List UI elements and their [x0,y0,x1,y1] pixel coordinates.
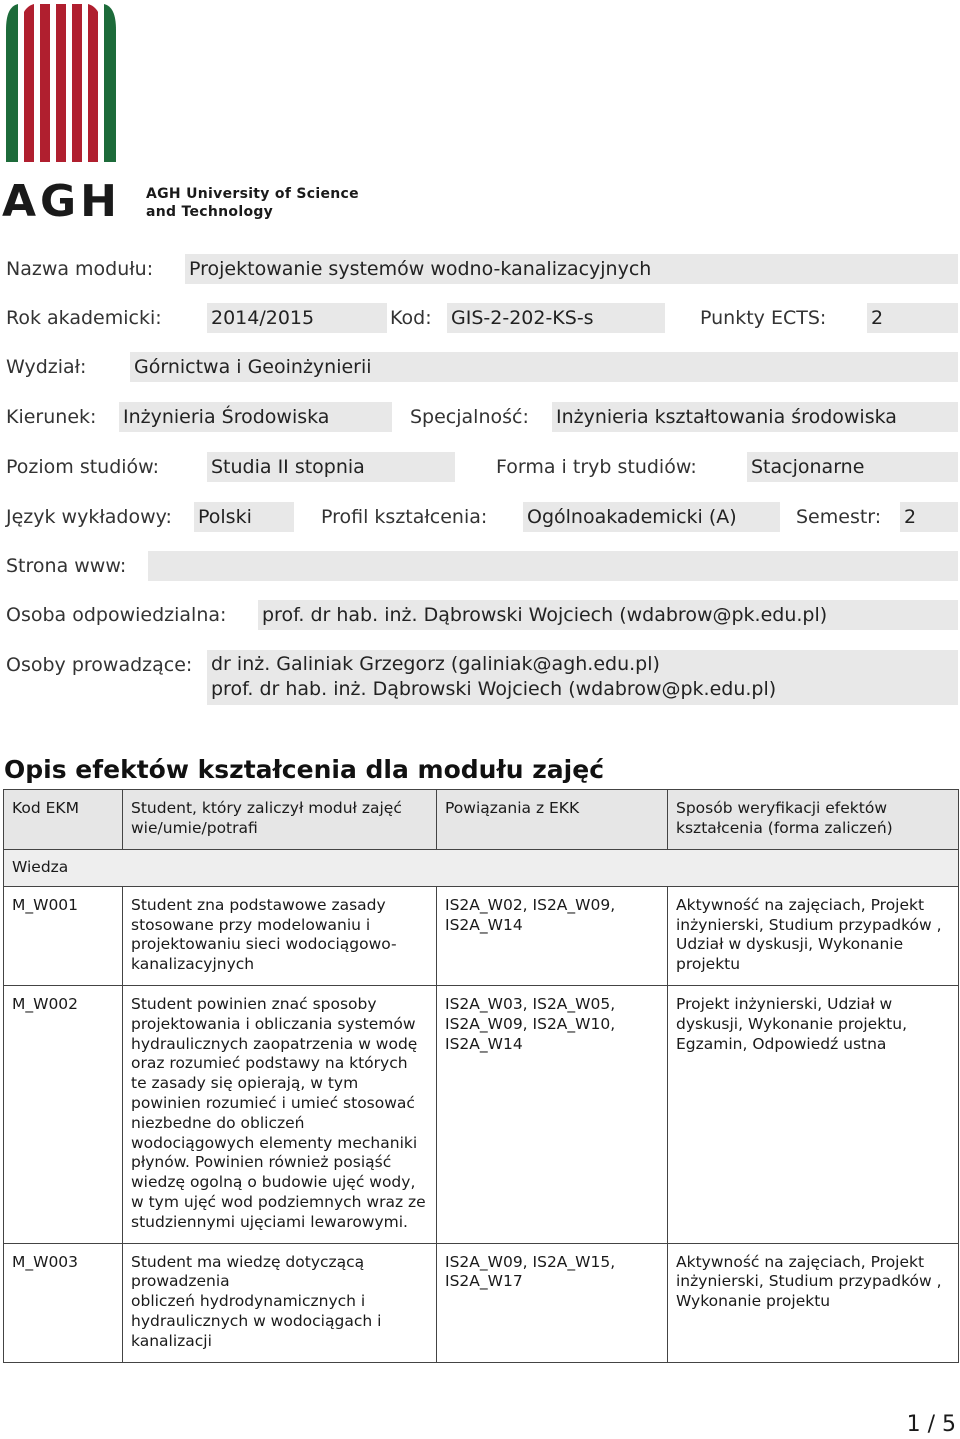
row-code: M_W001 [4,886,123,985]
university-name-line1: AGH University of Science [146,186,359,202]
field-value: Inżynieria Środowiska [119,402,392,432]
table-row [4,985,959,1243]
code-value: GIS-2-202-KS-s [447,303,665,333]
responsible-value: prof. dr hab. inż. Dąbrowski Wojciech (wdabrow@pk.edu.pl) [258,600,958,630]
table-header-row [4,790,959,850]
profile-label: Profil kształcenia: [321,506,488,528]
table-row [4,886,959,985]
university-name-line2: and Technology [146,204,274,220]
responsible-label: Osoba odpowiedzialna: [6,604,227,626]
teacher-item: prof. dr hab. inż. Dąbrowski Wojciech (wdabrow@pk.edu.pl) [211,677,777,700]
table-header-cell: Powiązania z EKK [437,790,668,850]
row-links: IS2A_W03, IS2A_W05, IS2A_W09, IS2A_W10, IS2A_W14 [437,985,668,1243]
field-label: Kierunek: [6,406,97,428]
row-code: M_W003 [4,1243,123,1362]
row-verification: Aktywność na zajęciach, Projekt inżynierski, Studium przypadków , Wykonanie projektu [668,1243,959,1362]
row-description: Student zna podstawowe zasady stosowane przy modelowaniu i projektowaniu sieci wodociągowo-kanalizacyjnych [123,886,437,985]
semester-label: Semestr: [796,506,882,528]
teacher-item: dr inż. Galiniak Grzegorz (galiniak@agh.edu.pl) [211,653,660,675]
faculty-label: Wydział: [6,356,87,378]
table-row [4,1243,959,1362]
academic-year-value: 2014/2015 [207,303,387,333]
specialty-label: Specjalność: [410,406,529,428]
code-label: Kod: [390,307,432,329]
semester-value: 2 [900,502,958,532]
row-code: M_W002 [4,985,123,1243]
agh-logo-stripes-icon [4,2,144,177]
table-group-row [4,850,959,887]
row-description-line: Student ma wiedzę dotyczącą prowadzenia [131,1252,365,1291]
module-name-value: Projektowanie systemów wodno-kanalizacyjnych [185,254,958,284]
row-links: IS2A_W02, IS2A_W09, IS2A_W14 [437,886,668,985]
teachers-list [207,650,958,705]
language-label: Język wykładowy: [6,506,172,528]
ects-value: 2 [867,303,958,333]
specialty-value: Inżynieria kształtowania środowiska [552,402,958,432]
website-value[interactable] [148,551,958,581]
row-description [123,1243,437,1362]
university-name [146,185,359,221]
form-value: Stacjonarne [747,452,958,482]
teachers-label: Osoby prowadzące: [6,654,193,676]
table-header-cell: Student, który zaliczył moduł zajęć wie/umie/potrafi [123,790,437,850]
row-verification: Aktywność na zajęciach, Projekt inżynierski, Studium przypadków , Udział w dyskusji, Wykonanie projektu [668,886,959,985]
row-verification: Projekt inżynierski, Udział w dyskusji, Wykonanie projektu, Egzamin, Odpowiedź ustna [668,985,959,1243]
profile-value: Ogólnoakademicki (A) [523,502,780,532]
table-header-cell: Sposób weryfikacji efektów kształcenia (forma zaliczeń) [668,790,959,850]
form-label: Forma i tryb studiów: [496,456,697,478]
academic-year-label: Rok akademicki: [6,307,162,329]
table-header-cell: Kod EKM [4,790,123,850]
ects-label: Punkty ECTS: [700,307,827,329]
faculty-value: Górnictwa i Geoinżynierii [130,352,958,382]
agh-logo-text: AGH [2,176,121,227]
row-description: Student powinien znać sposoby projektowania i obliczania systemów hydraulicznych zaopatrzenia w wodę oraz rozumieć podstawy na których te zasady się opierają, w tym powinien rozumieć i umieć stosować niezbedne do obliczeń wodociągowych elementy mechaniki płynów. Powinien również posiąść wiedzę ogolną o budowie ujęć wody, w tym ujęć wod podziemnych wraz ze studziennymi ujęciami lewarowymi. [123,985,437,1243]
page-number: 1 / 5 [906,1412,956,1437]
website-label: Strona www: [6,555,127,577]
row-description-line: obliczeń hydrodynamicznych i hydraulicznych w wodociągach i kanalizacji [131,1292,382,1350]
level-label: Poziom studiów: [6,456,160,478]
section-title: Opis efektów kształcenia dla modułu zajęć [4,755,605,784]
group-label: Wiedza [4,850,959,887]
agh-logo [4,2,144,181]
module-name-label: Nazwa modułu: [6,258,154,280]
row-links: IS2A_W09, IS2A_W15, IS2A_W17 [437,1243,668,1362]
learning-outcomes-table [3,789,959,1363]
level-value: Studia II stopnia [207,452,455,482]
language-value: Polski [194,502,294,532]
